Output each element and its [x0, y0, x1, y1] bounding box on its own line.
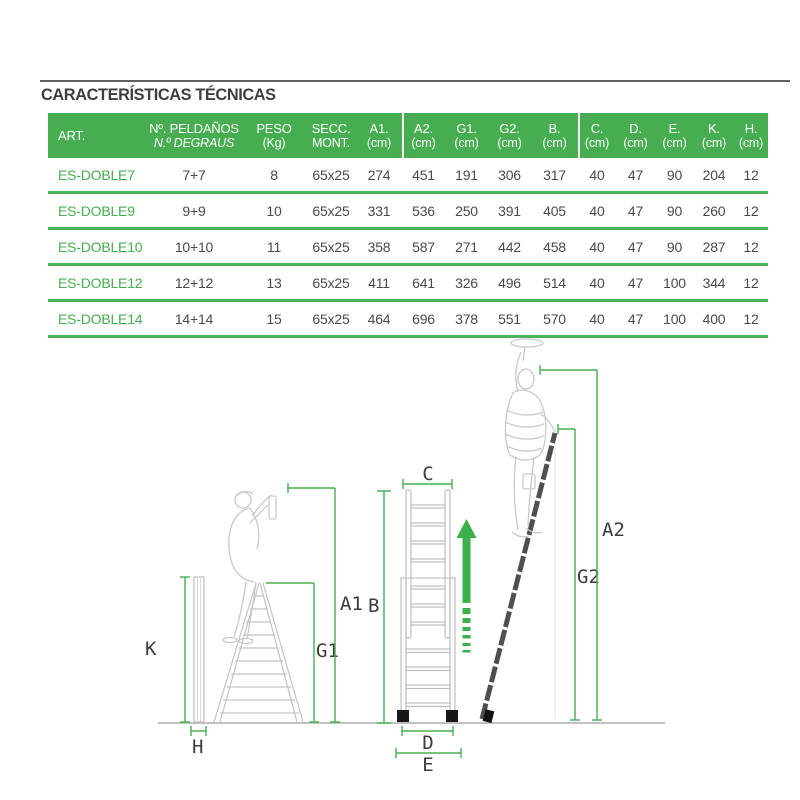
table-cell: 12	[743, 238, 759, 255]
table-cell: 458	[543, 238, 566, 255]
table-cell: 344	[702, 274, 726, 291]
column-header-a1: A1. (cm)	[366, 120, 392, 150]
up-arrow-icon	[457, 519, 477, 653]
dim-label-h: H	[192, 736, 204, 758]
table-cell: 100	[663, 274, 686, 291]
table-cell: 696	[412, 310, 435, 327]
cell-article: ES-DOBLE9	[58, 202, 135, 219]
cell-article: ES-DOBLE10	[58, 238, 143, 255]
column-header-g2: G2. (cm)	[497, 120, 522, 150]
column-header-g1: G1. (cm)	[454, 120, 479, 150]
dim-g1	[266, 583, 319, 722]
cell-article: ES-DOBLE7	[58, 166, 135, 183]
column-header-peldanos: Nº. PELDAÑOS N.º DEGRAUS	[149, 120, 239, 150]
column-header-k: K. (cm)	[701, 120, 727, 150]
table-cell: 442	[498, 238, 521, 255]
table-cell: 378	[455, 310, 478, 327]
table-cell: 358	[367, 238, 391, 255]
stepladder-drawing	[214, 583, 303, 722]
table-cell: 8	[270, 166, 278, 183]
column-header-b: B. (cm)	[542, 120, 567, 150]
column-header-peso: PESO (Kg)	[256, 120, 292, 150]
table-cell: 9+9	[182, 202, 206, 219]
table-cell: 536	[412, 202, 435, 219]
table-cell: 411	[368, 274, 390, 291]
dim-label-e: E	[422, 754, 434, 776]
table-cell: 14+14	[174, 310, 214, 327]
table-cell: 12	[743, 166, 759, 183]
table-cell: 47	[627, 274, 644, 291]
table-cell: 40	[589, 202, 605, 219]
table-cell: 250	[455, 202, 478, 219]
column-header-h: H. (cm)	[738, 120, 764, 150]
extension-ladder-front-drawing	[397, 490, 458, 722]
table-cell: 274	[367, 166, 391, 183]
table-cell: 317	[543, 166, 566, 183]
table-cell: 47	[627, 202, 644, 219]
page-title: CARACTERÍSTICAS TÉCNICAS	[41, 85, 276, 104]
table-cell: 10+10	[174, 238, 214, 255]
table-cell: 587	[412, 238, 435, 255]
table-cell: 400	[702, 310, 726, 327]
table-cell: 260	[702, 202, 726, 219]
folded-ladder-drawing	[194, 577, 204, 722]
table-cell: 451	[412, 166, 435, 183]
column-header-art: ART.	[58, 128, 86, 143]
table-cell: 65x25	[312, 238, 350, 255]
table-cell: 391	[498, 202, 521, 219]
dim-label-d: D	[422, 732, 434, 754]
table-cell: 191	[455, 166, 478, 183]
table-cell: 12	[743, 310, 759, 327]
table-cell: 10	[266, 202, 282, 219]
table-cell: 570	[543, 310, 566, 327]
table-cell: 40	[589, 166, 605, 183]
table-cell: 326	[455, 274, 478, 291]
table-cell: 514	[543, 274, 566, 291]
left-worker-figure	[223, 492, 276, 644]
table-cell: 464	[367, 310, 391, 327]
right-worker-figure	[505, 339, 555, 537]
table-cell: 65x25	[312, 274, 350, 291]
dim-label-c: C	[422, 463, 434, 485]
table-cell: 90	[666, 238, 683, 255]
column-header-d: D. (cm)	[623, 120, 648, 150]
table-cell: 12	[743, 202, 759, 219]
column-header-c: C. (cm)	[584, 120, 610, 150]
table-cell: 7+7	[182, 166, 206, 183]
dim-label-g1: G1	[316, 640, 339, 662]
table-cell: 90	[666, 166, 683, 183]
table-cell: 15	[266, 310, 282, 327]
dim-a2	[540, 365, 602, 720]
table-cell: 90	[666, 202, 683, 219]
table-cell: 496	[498, 274, 521, 291]
cell-article: ES-DOBLE14	[58, 310, 143, 327]
column-header-e: E. (cm)	[662, 120, 687, 150]
table-cell: 551	[498, 310, 521, 327]
leaning-ladder-drawing	[482, 433, 555, 723]
table-cell: 47	[627, 310, 644, 327]
dim-h	[191, 726, 206, 736]
table-cell: 12+12	[174, 274, 214, 291]
table-cell: 641	[412, 274, 435, 291]
table-cell: 47	[627, 238, 644, 255]
table-cell: 306	[498, 166, 521, 183]
table-cell: 13	[266, 274, 282, 291]
table-cell: 40	[589, 238, 605, 255]
table-cell: 47	[627, 166, 644, 183]
dim-k	[180, 577, 190, 722]
table-cell: 271	[455, 238, 478, 255]
table-cell: 11	[266, 238, 282, 255]
table-cell: 65x25	[312, 202, 350, 219]
table-cell: 40	[589, 310, 605, 327]
table-cell: 12	[743, 274, 759, 291]
table-cell: 65x25	[312, 166, 350, 183]
dim-label-g2: G2	[577, 566, 600, 588]
table-cell: 40	[589, 274, 605, 291]
dim-label-k: K	[145, 638, 157, 660]
table-cell: 331	[367, 202, 391, 219]
table-cell: 287	[702, 238, 726, 255]
column-header-secc: SECC. MONT.	[311, 120, 351, 150]
table-cell: 65x25	[312, 310, 350, 327]
dim-label-a2: A2	[602, 519, 625, 541]
dim-label-b: B	[368, 595, 380, 617]
table-cell: 204	[702, 166, 726, 183]
column-header-a2: A2. (cm)	[411, 120, 436, 150]
dim-label-a1: A1	[340, 593, 363, 615]
cell-article: ES-DOBLE12	[58, 274, 143, 291]
table-cell: 405	[543, 202, 566, 219]
table-cell: 100	[663, 310, 686, 327]
